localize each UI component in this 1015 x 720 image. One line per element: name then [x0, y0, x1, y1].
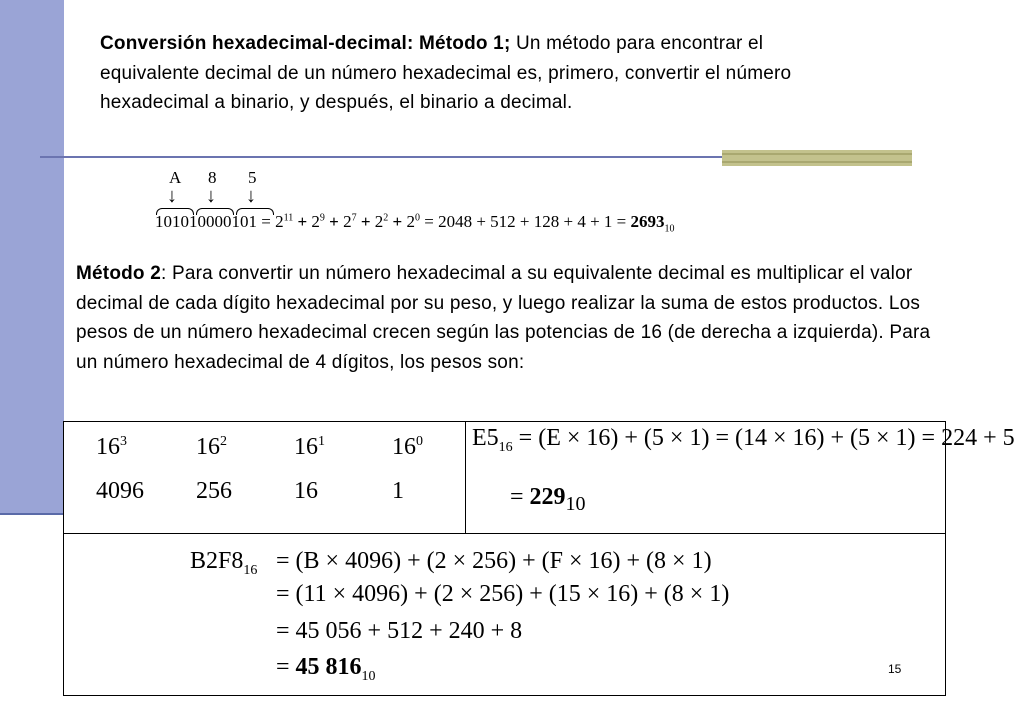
b2f8-row: = (11 × 4096) + (2 × 256) + (15 × 16) + (8 × 1) — [276, 581, 730, 607]
hex-digit-a: A — [169, 168, 182, 187]
slide-number: 15 — [888, 662, 902, 676]
b2f8-row: = 45 056 + 512 + 240 + 8 — [276, 618, 523, 644]
b2f8-result-value: 45 816 — [295, 654, 362, 680]
method2-title: Método 2 — [76, 263, 161, 284]
binary-expansion: $101010000101 = 2^{11} + 2^9 + 2^7 + 2^2 + 2^0 = 2048 + 512 + 128 + 4 + 1 = 2693_{10}$ — [155, 212, 675, 235]
weight-value: 1 — [392, 478, 404, 504]
power-term: = 2 — [261, 212, 284, 231]
e5-result: = $229_{10}$ — [510, 484, 586, 515]
e5-base: 16 — [498, 439, 513, 455]
method1-text: Un método para encontrar el equivalente decimal de un número hexadecimal es, primero, convertir el número hexadecimal a binario, y después, el binario a decimal. — [100, 33, 792, 113]
exponent: 0 — [414, 212, 420, 224]
result-value: 2693 — [630, 212, 665, 231]
weight-power: $16^0$ — [392, 434, 423, 460]
binary-value: 101010000101 — [155, 212, 257, 231]
left-accent-bar — [0, 0, 64, 515]
b2f8-label-row: $B2F8_{16}$ — [190, 548, 258, 578]
weight-value: 4096 — [96, 478, 144, 504]
down-arrow-icon: ↓ — [246, 185, 256, 207]
b2f8-result: = 45 $816_{10}$ — [276, 654, 376, 684]
method1-paragraph — [100, 29, 820, 118]
weight-value: 16 — [294, 478, 318, 504]
e5-result-value: 229 — [529, 484, 566, 510]
olive-accent-bar — [722, 150, 912, 166]
method2-paragraph — [76, 259, 936, 377]
hex-digit-8: 8 — [208, 168, 217, 187]
weight-value: 256 — [196, 478, 232, 504]
hex-digit-5: 5 — [248, 168, 257, 187]
b2f8-label: B2F8 — [190, 548, 244, 574]
method1-title: Conversión hexadecimal-decimal: Método 1; — [100, 33, 511, 54]
hex-to-binary-example — [150, 168, 750, 240]
exponent: 11 — [283, 212, 294, 224]
weight-power: $16^3$ — [96, 434, 127, 460]
b2f8-row: = (B × 4096) + (2 × 256) + (F × 16) + (8 × 1) — [276, 548, 712, 574]
exponent: 7 — [351, 212, 357, 224]
sum-terms: = 2048 + 512 + 128 + 4 + 1 = — [424, 212, 627, 231]
weight-power: $16^2$ — [196, 434, 227, 460]
e5-expr: = (E × 16) + (5 × 1) = (14 × 16) + (5 × 1) = 224 + 5 — [512, 425, 1015, 451]
result-base: 10 — [664, 223, 675, 235]
e5-expression — [472, 425, 1015, 456]
down-arrow-icon: ↓ — [206, 185, 216, 207]
exponent: 2 — [383, 212, 389, 224]
down-arrow-icon: ↓ — [167, 185, 177, 207]
method2-text: : Para convertir un número hexadecimal a su equivalente decimal es multiplicar el valor decimal de cada dígito hexadecimal por su peso, y luego realizar la suma de estos productos. Los pesos de un número hexadecimal crecen según las potencias de 16 (de derecha a izquierda). Para un número hexadecimal de 4 dígitos, los pesos son: — [76, 263, 931, 373]
exponent: 9 — [319, 212, 325, 224]
e5-label: E5 — [472, 425, 499, 451]
weight-power: $16^1$ — [294, 434, 325, 460]
